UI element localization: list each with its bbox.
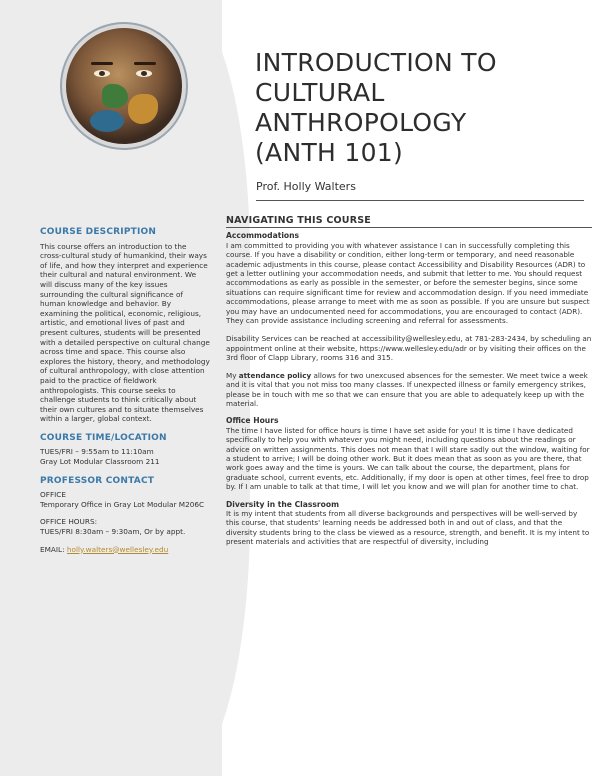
course-description-text: This course offers an introduction to the cross-cultural study of humankind, their ways of life, and how they interpret and experience their cultural and natural environment. We will discuss many of the key issues surrounding the cultural significance of human knowledge and behavior. By examining the political, economic, religious, artistic, and emotional lives of past and present cultures, students will be presented with a detailed perspective on cultural change across time and space. This course also explores the history, theory, and methodology of cultural anthropology, with close attention paid to the practice of fieldwork anthropologists. This course seeks to challenge students to think critically about their own cultures and to situate themselves within a larger, global context. (40, 241, 210, 424)
title-line: CULTURAL (255, 78, 385, 107)
disability-services-text: Disability Services can be reached at accessibility@wellesley.edu, at 781-283-2434, by scheduling an appointment online at their website, https://www.wellesley.edu/adr or by visiting their offices on the 3rd floor of Clapp Library, rooms 316 and 315. (226, 334, 592, 363)
attendance-before: My (226, 370, 239, 380)
globe-face-image (66, 28, 182, 144)
office-label: OFFICE (40, 490, 66, 500)
brow-shape (91, 62, 113, 65)
office-hours-value: TUES/FRI 8:30am – 9:30am, Or by appt. (40, 527, 186, 537)
email-line (40, 545, 210, 555)
office-value: Temporary Office in Gray Lot Modular M206C (40, 499, 205, 509)
course-description-heading: COURSE DESCRIPTION (40, 227, 157, 237)
section-divider (226, 227, 592, 228)
page-title (255, 48, 585, 168)
map-shape (128, 94, 158, 124)
title-line: (ANTH 101) (255, 138, 404, 167)
professor-contact-heading: PROFESSOR CONTACT (40, 475, 155, 486)
sidebar-content (40, 228, 210, 554)
main-content (226, 216, 592, 547)
brow-shape (134, 62, 156, 65)
title-divider (256, 200, 584, 201)
course-time-line: TUES/FRI – 9:55am to 11:10am (40, 447, 154, 457)
eye-shape (94, 70, 110, 77)
course-location-line: Gray Lot Modular Classroom 211 (40, 457, 160, 467)
section-heading: NAVIGATING THIS COURSE (226, 215, 371, 226)
email-label: EMAIL: (40, 544, 67, 554)
map-shape (102, 84, 128, 108)
office-hours-heading: Office Hours (226, 416, 279, 426)
email-link[interactable]: holly.walters@wellesley.edu (66, 544, 169, 554)
office-hours-text: The time I have listed for office hours is time I have set aside for you! It is time I have dedicated specifically to help you with whatever you might need, including questions about the readings or advice on written assignments. This does not mean that I will stare sadly out the window, waiting for a student to arrive; I will be doing other work. But it does mean that as soon as you are there, that work goes away and the time is yours. We can talk about the course, the department, plans for graduate school, current events, etc. Additionally, if my door is open at other times, feel free to drop by. If I am unable to talk at that time, I will let you know and we will plan for another time to chat. (226, 425, 590, 492)
diversity-text: It is my intent that students from all diverse backgrounds and perspectives will be well-served by this course, that students' learning needs be addressed both in and out of class, and that the diversity students bring to the class be viewed as a resource, strength, and benefit. It is my intent to present materials and activities that are respectful of diversity, including (226, 508, 590, 547)
office-hours-label: OFFICE HOURS: (40, 517, 98, 527)
course-time-heading: COURSE TIME/LOCATION (40, 432, 167, 443)
eye-shape (136, 70, 152, 77)
diversity-heading: Diversity in the Classroom (226, 499, 340, 509)
accommodations-text: I am committed to providing you with whatever assistance I can in successfully completing this course. If you have a disability or condition, either long-term or temporary, and need reasonable academic adjustments in this course, please contact Accessibility and Disability Resources (ADR) to get a letter outlining your accommodation needs, and submit that letter to me. You should request accommodations as early as possible in the semester, or before the semester begins, since some situations can require significant time for review and accommodation design. If you need immediate accommodations, please arrange to meet with me as soon as possible. If you are unsure but suspect you may have an undocumented need for accommodations, you are encouraged to contact (ADR). They can provide assistance including screening and referral for assessments. (226, 240, 590, 326)
title-line: INTRODUCTION TO (255, 48, 497, 77)
title-line: ANTHROPOLOGY (255, 108, 467, 137)
attendance-after: allows for two unexcused absences for the semester. We meet twice a week and it is vital that you not miss too many classes. If unexpected illness or family emergency strikes, please be in touch with me so that we can ensure that you are able to adequately keep up with the material. (226, 370, 588, 408)
attendance-text (226, 371, 592, 409)
attendance-policy-label: attendance policy (238, 370, 312, 380)
map-shape (90, 110, 124, 132)
professor-name: Prof. Holly Walters (256, 180, 356, 193)
accommodations-heading: Accommodations (226, 231, 300, 241)
